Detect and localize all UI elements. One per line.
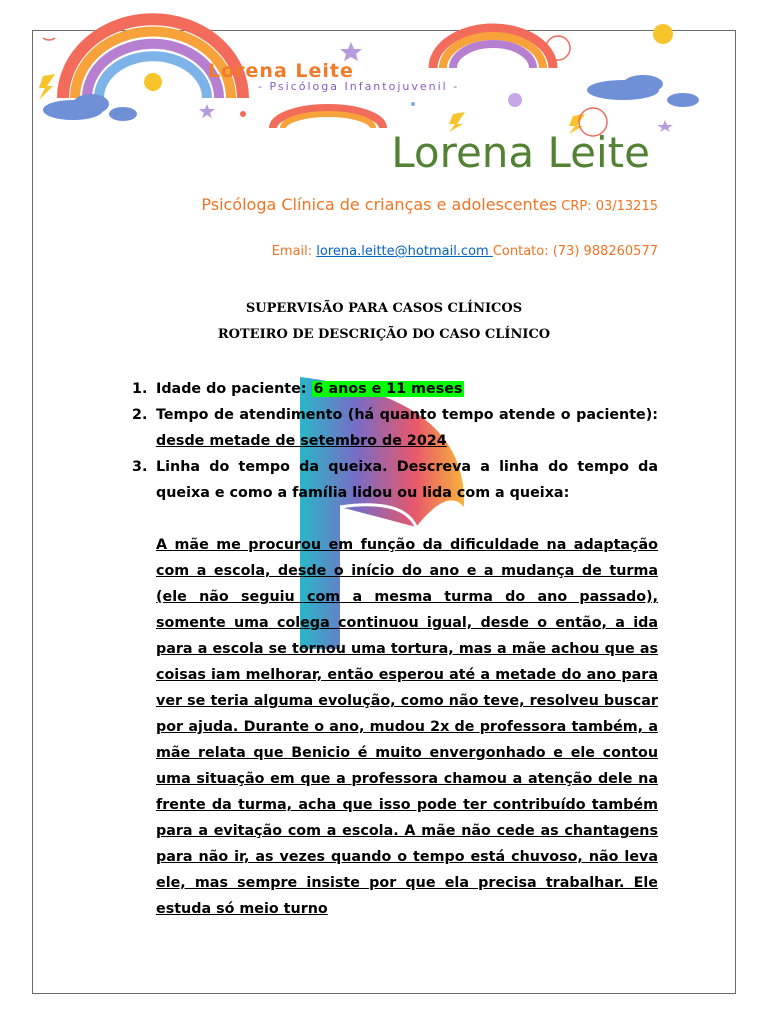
cloud-icon: [43, 94, 137, 121]
subtitle-text: Psicóloga Clínica de crianças e adolescentes: [201, 195, 558, 214]
question-label: Linha do tempo da queixa. Descreva a linha do tempo da queixa e como a família lidou ou lida com a queixa:: [156, 459, 658, 501]
question-label: Tempo de atendimento (há quanto tempo atende o paciente):: [156, 407, 658, 423]
contact-line: [272, 244, 658, 259]
cloud-icon: [587, 75, 699, 107]
highlighted-answer: 6 anos e 11 meses: [313, 381, 463, 397]
heading-supervision: SUPERVISÃO PARA CASOS CLÍNICOS: [245, 301, 523, 316]
list-number: 2.: [132, 407, 148, 423]
question-text: [156, 402, 658, 454]
answer-paragraph: A mãe me procurou em função da dificuldade na adaptação com a escola, desde o início do ano e a mudança de turma (ele não seguiu com a mesma turma do ano passado), somente uma colega continuou igual, desde o então, a ida para a escola se tornou uma tortura, mas a mãe achou que as coisas iam melhorar, então esperou até a metade do ano para ver se teria alguma evolução, como não teve, resolveu buscar por ajuda. Durante o ano, mudou 2x de professora também, a mãe relata que Benicio é muito envergonhado e ele contou uma situação em que a professora chamou a atenção dele na frente da turma, acha que isso pode ter contribuído também para a evitação com a escola. A mãe não cede as chantagens para não ir, as vezes quando o tempo está chuvoso, não leva ele, mas sempre insiste por que ela precisa trabalhar. Ele estuda só meio turno: [156, 537, 658, 917]
underlined-answer: desde metade de setembro de 2024: [156, 433, 447, 449]
email-link[interactable]: lorena.leitte@hotmail.com: [316, 244, 493, 259]
professional-title: [198, 194, 658, 217]
list-number: 3.: [132, 459, 148, 475]
crp-number: CRP: 03/13215: [557, 199, 658, 214]
header-banner: [33, 28, 735, 126]
logo-title: Lorena Leite: [208, 60, 354, 82]
list-item: [132, 454, 658, 506]
heading-roteiro: ROTEIRO DE DESCRIÇÃO DO CASO CLÍNICO: [217, 327, 551, 342]
banner-illustration: [33, 28, 735, 126]
question-label: Idade do paciente:: [156, 381, 307, 397]
email-label: Email:: [271, 244, 317, 259]
logo-subtitle: - Psicóloga Infantojuvenil -: [258, 80, 460, 93]
list-item: [132, 402, 658, 454]
list-item: [132, 376, 658, 402]
question-text: [156, 376, 658, 402]
contact-phone: Contato: (73) 988260577: [492, 244, 658, 259]
rainbow-icon: [433, 28, 553, 68]
doctor-name: Lorena Leite: [391, 128, 650, 177]
question-list: [132, 376, 658, 917]
list-number: 1.: [132, 381, 148, 397]
